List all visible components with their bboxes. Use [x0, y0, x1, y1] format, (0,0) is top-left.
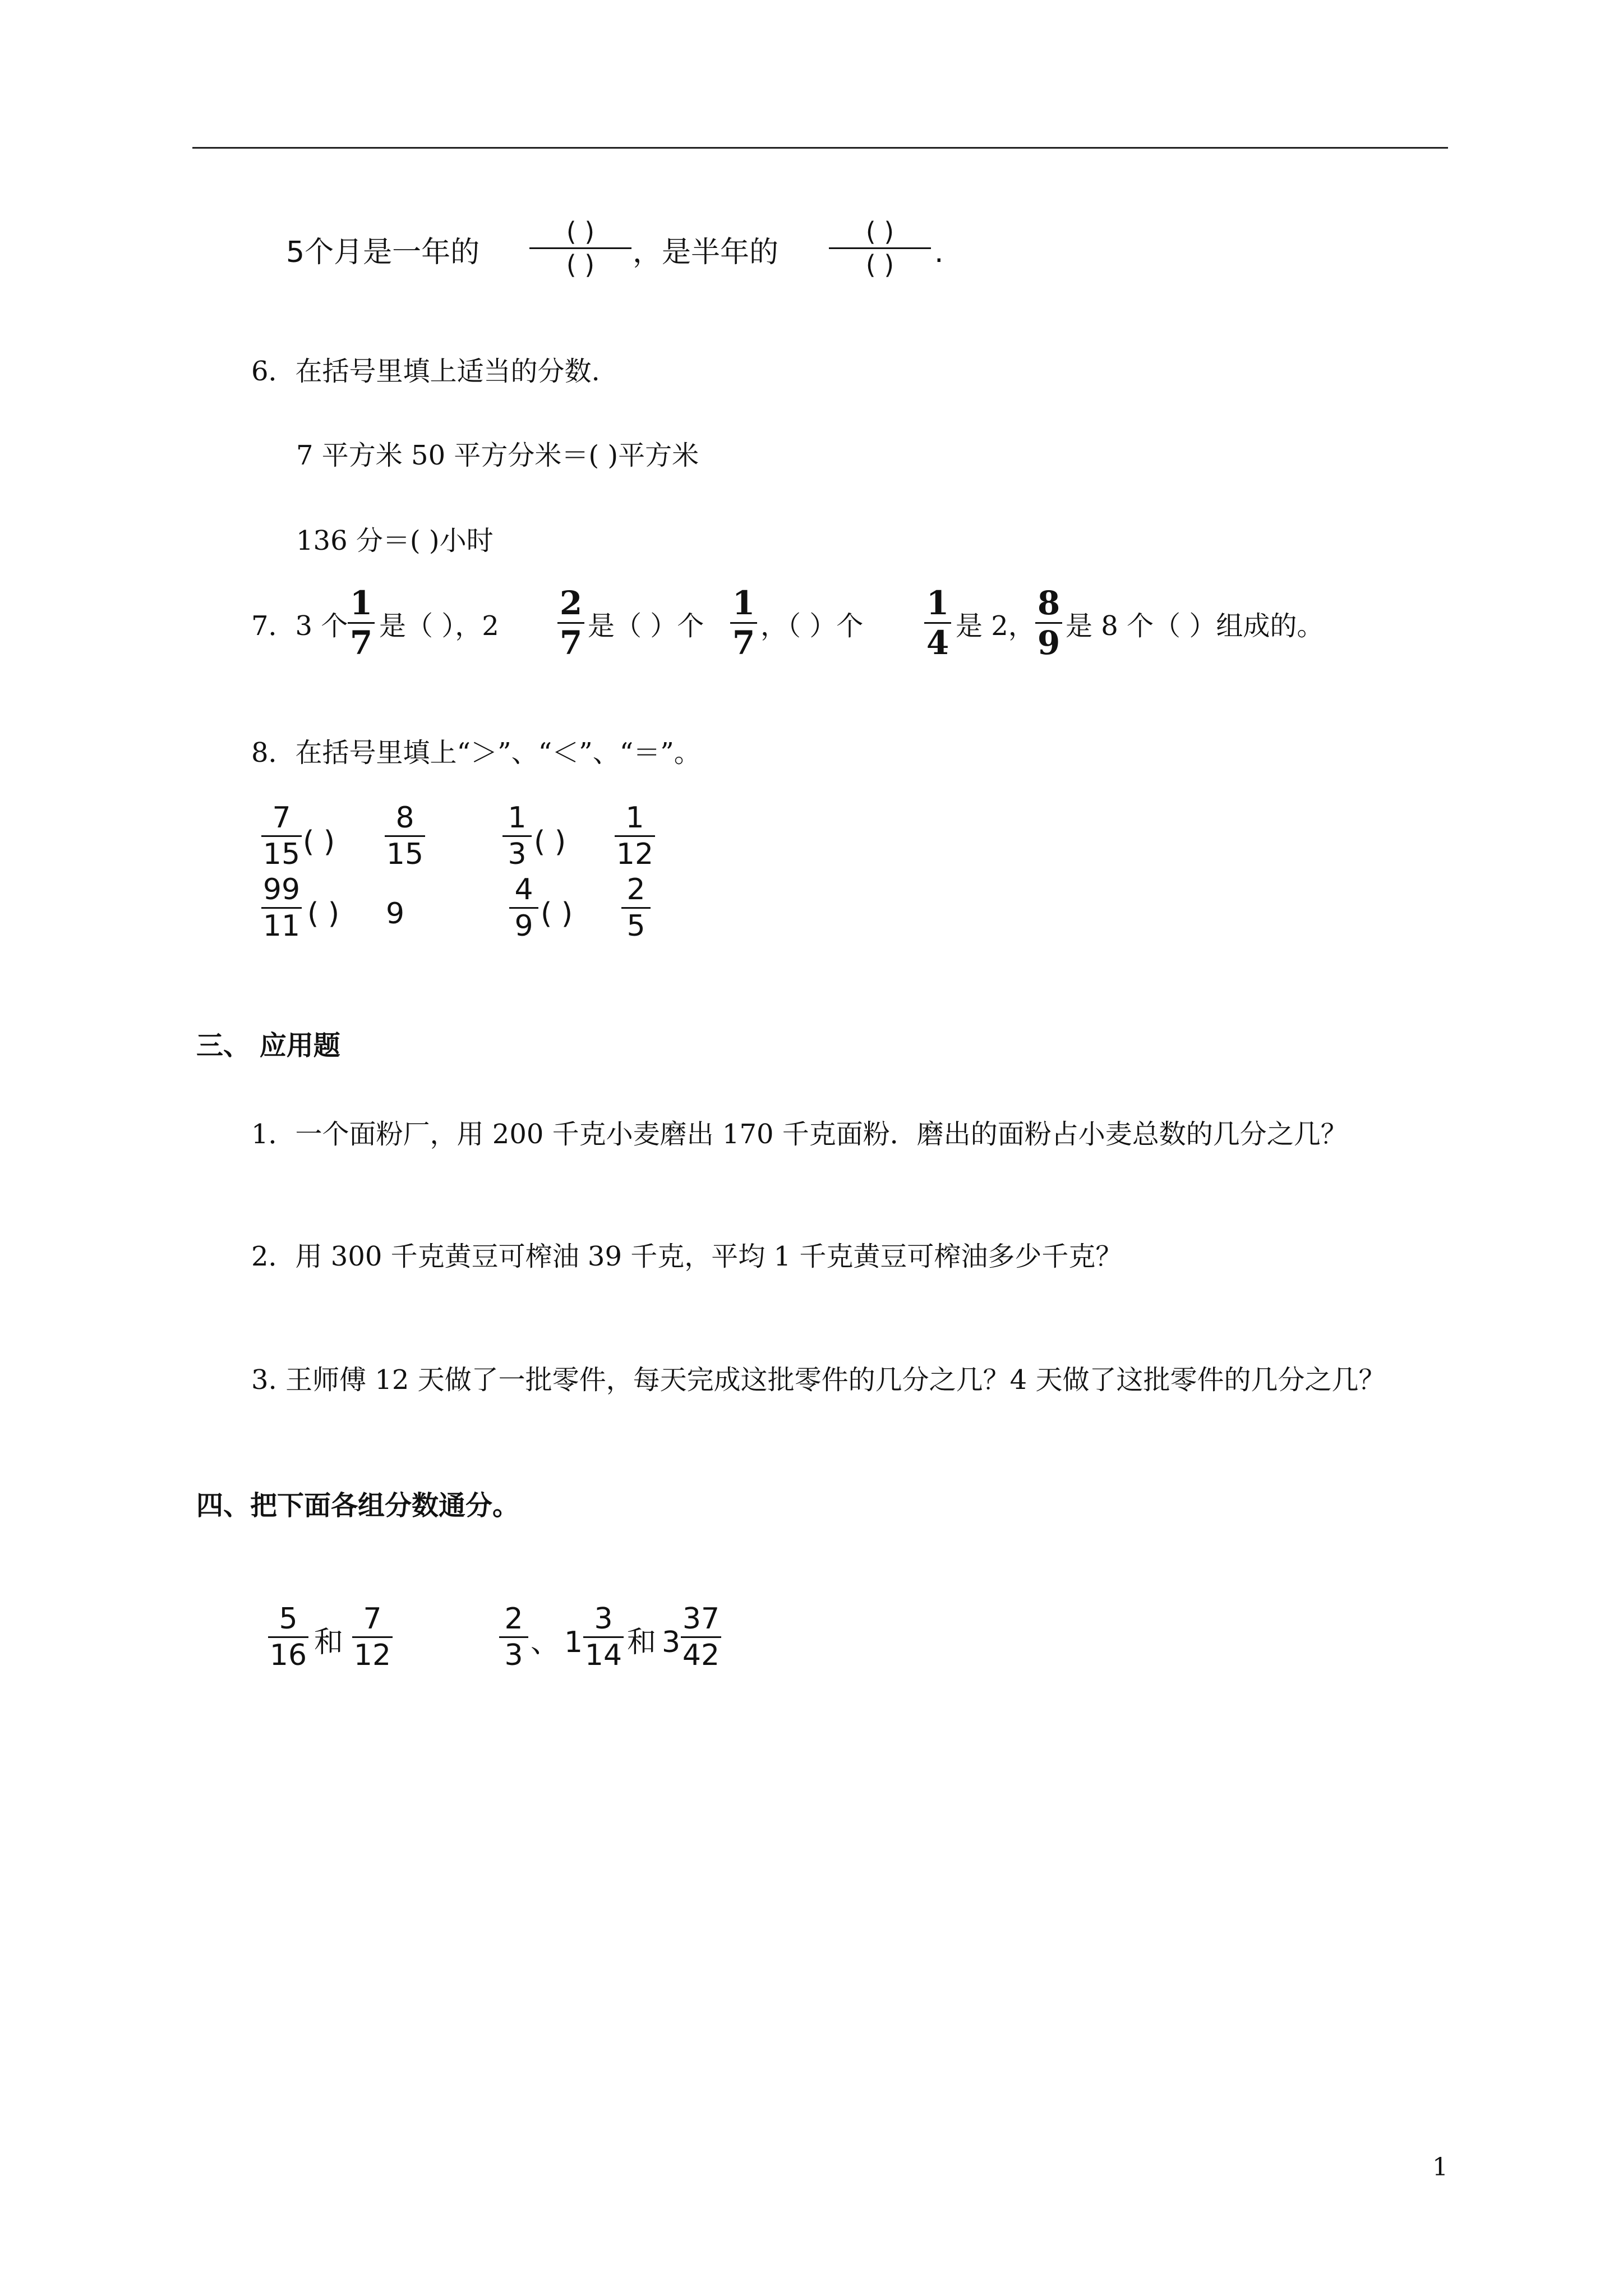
fraction-numerator: 7 [272, 801, 291, 835]
fraction-bar [352, 1636, 393, 1638]
q8-item3-blank: ( ) [307, 897, 340, 931]
q8-item1-left-fraction [261, 803, 302, 869]
fraction-numerator: 1 [732, 584, 755, 622]
fraction-denominator: 7 [559, 624, 583, 662]
fraction-numerator: 4 [514, 873, 533, 907]
q8-item4-right-fraction [621, 875, 651, 941]
q7-text-6: 是 8 个（ ）组成的。 [1066, 610, 1324, 642]
fraction-bar [261, 907, 302, 909]
fraction-bar [829, 247, 931, 249]
fraction-numerator: 2 [559, 584, 583, 622]
q8-item4-left-fraction [509, 875, 538, 941]
s4-group2-and: 和 [627, 1626, 657, 1659]
q7-fraction-3 [730, 584, 757, 662]
q5-text-a: 5个月是一年的 [286, 236, 480, 269]
fraction-denominator: 5 [626, 909, 645, 943]
fraction-numerator: 99 [262, 873, 301, 907]
fraction-bar [529, 247, 631, 249]
q8-item2-left-fraction [502, 803, 532, 869]
q6-line-1: 7 平方米 50 平方分米＝( )平方米 [296, 440, 699, 471]
s4-group1-fraction-1 [268, 1604, 308, 1670]
fraction-bar [681, 1636, 721, 1638]
q8-item2-right-fraction [615, 803, 655, 869]
q8-item3-left-fraction [261, 875, 302, 941]
q7-fraction-1 [348, 584, 375, 662]
q6-heading: 6．在括号里填上适当的分数. [251, 356, 600, 387]
q8-item4-blank: ( ) [541, 897, 573, 931]
q5-fraction-blank-1 [529, 219, 631, 278]
q8-item3-right-whole: 9 [386, 897, 405, 931]
s4-group2-fraction-1 [499, 1604, 528, 1670]
s4-group2-whole-3: 3 [662, 1626, 681, 1659]
q7-text-5: 是 2， [956, 610, 1035, 642]
s4-group2-separator: 、 [531, 1626, 560, 1659]
fraction-bar [615, 835, 655, 837]
fraction-denominator: 3 [508, 838, 527, 871]
header-rule [192, 147, 1448, 149]
fraction-denominator: 4 [926, 624, 949, 662]
fraction-bar [509, 907, 538, 909]
fraction-denominator: 15 [262, 838, 301, 871]
fraction-bar [502, 835, 532, 837]
fraction-numerator: 5 [279, 1602, 298, 1636]
fraction-denominator: 9 [1037, 624, 1061, 662]
q8-item2-blank: ( ) [534, 825, 566, 859]
fraction-numerator: 7 [363, 1602, 382, 1636]
fraction-bar [385, 835, 425, 837]
fraction-bar [583, 1636, 624, 1638]
fraction-denominator: 11 [262, 909, 301, 943]
q7-text-1: 7．3 个 [251, 610, 348, 642]
q8-item1-blank: ( ) [303, 825, 335, 859]
s4-group2-fraction-2 [583, 1604, 624, 1670]
fraction-bar [261, 835, 302, 837]
q7-fraction-4 [924, 584, 951, 662]
s4-group2-fraction-3 [681, 1604, 721, 1670]
fraction-denominator: 7 [732, 624, 755, 662]
q5-fraction-blank-2 [829, 219, 931, 278]
fraction-denominator: 7 [349, 624, 373, 662]
q7-text-3: 是（ ）个 [588, 610, 704, 642]
fraction-numerator: 1 [926, 584, 949, 622]
fraction-numerator: 37 [682, 1602, 720, 1636]
section3-title: 三、 应用题 [196, 1030, 340, 1061]
fraction-numerator: ( ) [566, 217, 595, 247]
fraction-denominator: 14 [584, 1639, 623, 1672]
section3-question-2: 2．用 300 千克黄豆可榨油 39 千克，平均 1 千克黄豆可榨油多少千克？ [251, 1241, 1123, 1272]
fraction-denominator: 15 [386, 838, 424, 871]
fraction-denominator: 42 [682, 1639, 720, 1672]
fraction-numerator: 2 [626, 873, 645, 907]
q7-fraction-5 [1035, 584, 1062, 662]
fraction-numerator: 2 [504, 1602, 523, 1636]
q7-fraction-2 [557, 584, 584, 662]
fraction-numerator: 1 [349, 584, 373, 622]
q7-text-4: ，（ ）个 [760, 610, 864, 642]
section4-title: 四、把下面各组分数通分。 [196, 1490, 520, 1521]
fraction-denominator: ( ) [865, 250, 895, 280]
fraction-numerator: 1 [508, 801, 527, 835]
fraction-numerator: 3 [594, 1602, 613, 1636]
q7-text-2: 是（ ），2 [379, 610, 499, 642]
fraction-denominator: 16 [269, 1639, 307, 1672]
q5-text-c: . [934, 236, 944, 269]
fraction-denominator: 3 [504, 1639, 523, 1672]
fraction-bar [621, 907, 651, 909]
section3-question-1: 1．一个面粉厂，用 200 千克小麦磨出 170 千克面粉．磨出的面粉占小麦总数的几分之几？ [251, 1119, 1348, 1150]
page-number: 1 [1432, 2153, 1448, 2182]
s4-group1-fraction-2 [352, 1604, 393, 1670]
fraction-numerator: 8 [1037, 584, 1061, 622]
q8-heading: 8．在括号里填上“＞”、“＜”、“＝”。 [251, 737, 701, 769]
fraction-numerator: 8 [395, 801, 414, 835]
fraction-bar [268, 1636, 308, 1638]
q8-item1-right-fraction [385, 803, 425, 869]
s4-group2-whole-2: 1 [564, 1626, 583, 1659]
fraction-numerator: 1 [625, 801, 644, 835]
fraction-bar [499, 1636, 528, 1638]
fraction-denominator: 12 [353, 1639, 391, 1672]
s4-group1-and: 和 [314, 1626, 344, 1659]
fraction-numerator: ( ) [865, 217, 895, 247]
q6-line-2: 136 分＝( )小时 [296, 525, 494, 556]
q5-text-b: ，是半年的 [633, 236, 779, 269]
section3-question-3: 3. 王师傅 12 天做了一批零件，每天完成这批零件的几分之几？4 天做了这批零件的几分之几？ [251, 1364, 1386, 1396]
fraction-denominator: 9 [514, 909, 533, 943]
fraction-denominator: ( ) [566, 250, 595, 280]
fraction-denominator: 12 [616, 838, 654, 871]
